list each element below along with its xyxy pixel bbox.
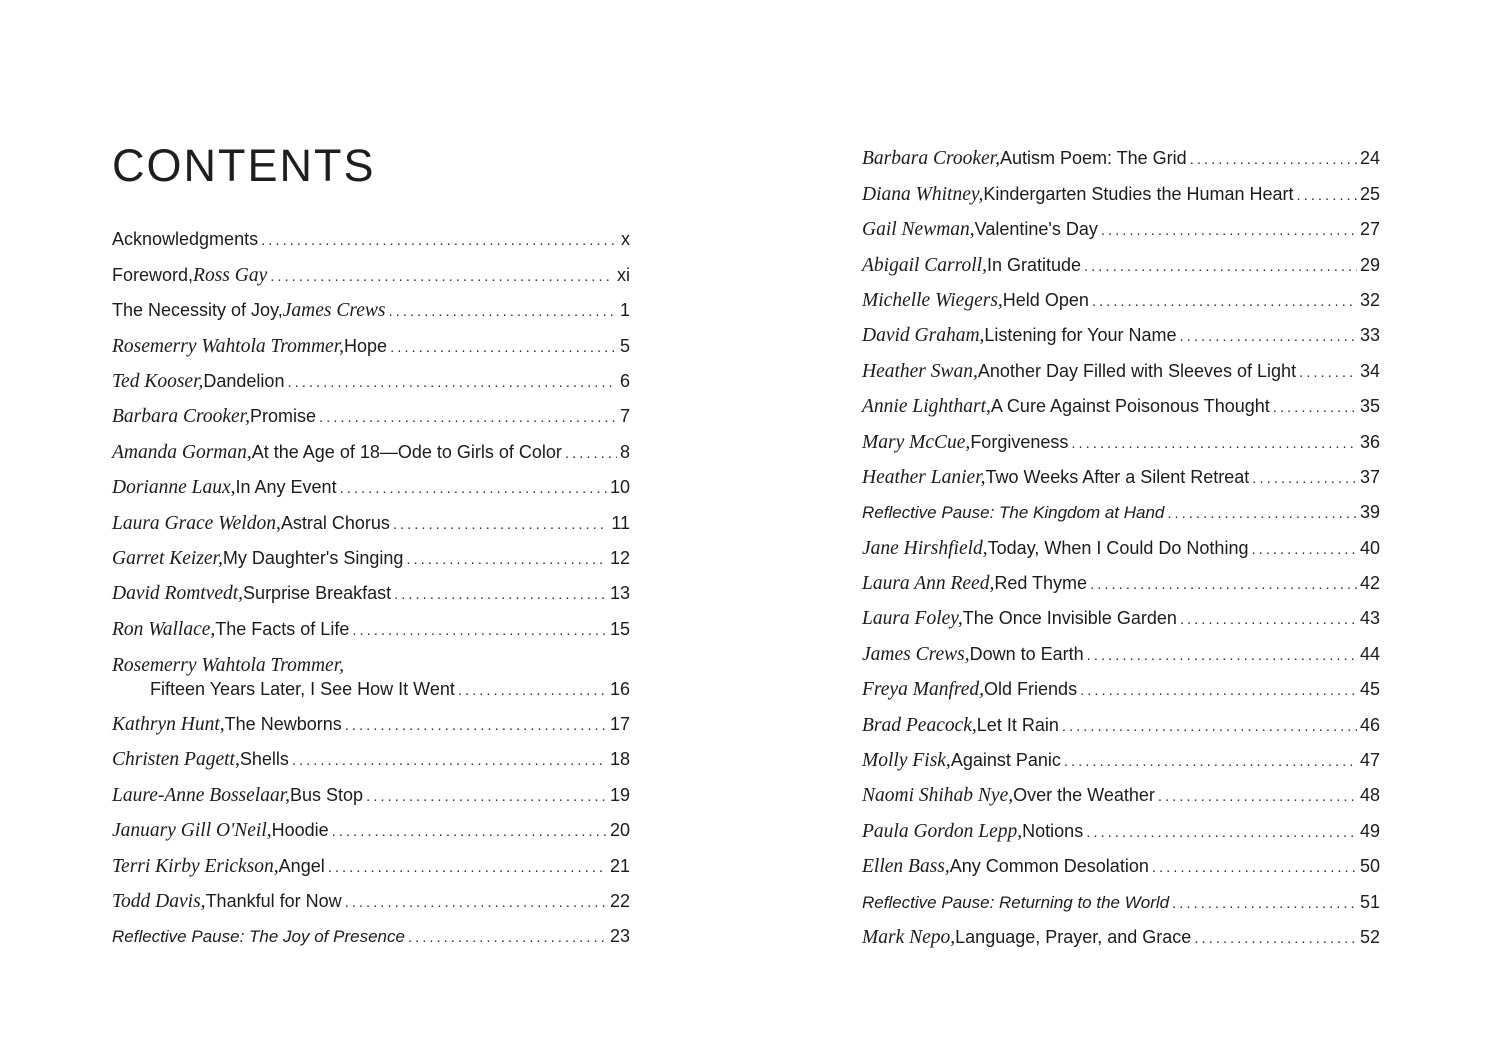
dot-leader bbox=[1251, 539, 1357, 561]
entry-author: Abigail Carroll, bbox=[862, 254, 987, 276]
toc-entry[interactable] bbox=[112, 577, 630, 612]
page-number: 10 bbox=[609, 477, 630, 498]
dot-leader bbox=[1071, 433, 1357, 455]
entry-prefix: The Necessity of Joy, bbox=[112, 300, 283, 321]
entry-title: Against Panic bbox=[950, 750, 1061, 771]
toc-entry[interactable] bbox=[112, 471, 630, 506]
entry-title: Old Friends bbox=[984, 679, 1078, 700]
toc-entry[interactable] bbox=[112, 612, 630, 647]
dot-leader bbox=[1299, 362, 1357, 384]
dot-leader bbox=[319, 407, 617, 429]
page-number: 51 bbox=[1359, 891, 1380, 912]
page-number: 21 bbox=[609, 855, 630, 876]
toc-entry[interactable] bbox=[862, 248, 1380, 283]
entry-title: Kindergarten Studies the Human Heart bbox=[983, 183, 1294, 204]
entry-author: Garret Keizer, bbox=[112, 547, 223, 569]
toc-entry[interactable] bbox=[862, 850, 1380, 885]
dot-leader bbox=[406, 549, 607, 571]
page-number: 52 bbox=[1359, 926, 1380, 947]
dot-leader bbox=[340, 478, 607, 500]
dot-leader bbox=[1101, 220, 1357, 242]
entry-title: Held Open bbox=[1002, 289, 1089, 310]
dot-leader bbox=[345, 892, 607, 914]
toc-entry[interactable] bbox=[862, 779, 1380, 814]
entry-author: Amanda Gorman, bbox=[112, 441, 252, 463]
entry-title: Let It Rain bbox=[976, 714, 1059, 735]
entry-title: The Facts of Life bbox=[215, 618, 350, 639]
page-number: 22 bbox=[609, 891, 630, 912]
dot-leader bbox=[1158, 786, 1357, 808]
dot-leader bbox=[1152, 857, 1357, 879]
toc-entry[interactable] bbox=[112, 258, 630, 293]
entry-author: Jane Hirshfield, bbox=[862, 537, 988, 559]
toc-entry[interactable] bbox=[112, 849, 630, 884]
dot-leader bbox=[1167, 503, 1357, 525]
entry-author: January Gill O'Neil, bbox=[112, 820, 272, 842]
page-number: 15 bbox=[609, 618, 630, 639]
dot-leader bbox=[328, 857, 607, 879]
entry-author: Laura Foley, bbox=[862, 608, 963, 630]
toc-entry[interactable] bbox=[112, 329, 630, 364]
entry-title: Today, When I Could Do Nothing bbox=[987, 537, 1249, 558]
page-number: 33 bbox=[1359, 325, 1380, 346]
toc-entry[interactable] bbox=[862, 142, 1380, 177]
dot-leader bbox=[388, 301, 617, 323]
entry-author: Mary McCue, bbox=[862, 431, 971, 453]
toc-entry[interactable] bbox=[112, 294, 630, 329]
page-number: 11 bbox=[611, 512, 630, 533]
page-number: x bbox=[621, 229, 630, 250]
toc-entry[interactable] bbox=[862, 496, 1380, 531]
entry-author: David Graham, bbox=[862, 325, 985, 347]
page-number: 17 bbox=[609, 714, 630, 735]
entry-author: Paula Gordon Lepp, bbox=[862, 820, 1023, 842]
page-number: 23 bbox=[609, 926, 630, 947]
dot-leader bbox=[1194, 928, 1357, 950]
entry-title: Shells bbox=[239, 749, 289, 770]
entry-author: Heather Lanier, bbox=[862, 466, 986, 488]
entry-author: Ellen Bass, bbox=[862, 856, 950, 878]
entry-author: Laure-Anne Bosselaar, bbox=[112, 784, 291, 806]
dot-leader bbox=[345, 715, 607, 737]
page-number: 34 bbox=[1359, 360, 1380, 381]
page-number: 5 bbox=[619, 335, 630, 356]
page-number: 20 bbox=[609, 820, 630, 841]
dot-leader bbox=[565, 443, 617, 465]
dot-leader bbox=[1252, 468, 1357, 490]
entry-author: Freya Manfred, bbox=[862, 679, 985, 701]
toc-entry[interactable] bbox=[112, 920, 630, 955]
entry-author: Ted Kooser, bbox=[112, 370, 204, 392]
toc-entry[interactable] bbox=[112, 885, 630, 920]
dot-leader bbox=[1190, 149, 1357, 171]
entry-author: Laura Grace Weldon, bbox=[112, 512, 281, 534]
entry-title: Fifteen Years Later, I See How It Went bbox=[150, 678, 455, 699]
dot-leader bbox=[366, 786, 607, 808]
entry-title: Language, Prayer, and Grace bbox=[955, 926, 1192, 947]
page-number: 47 bbox=[1359, 750, 1380, 771]
toc-entry[interactable] bbox=[862, 531, 1380, 566]
page-number: 45 bbox=[1359, 679, 1380, 700]
page-number: xi bbox=[617, 264, 630, 285]
entry-title: Another Day Filled with Sleeves of Light bbox=[977, 360, 1297, 381]
entry-author: Kathryn Hunt, bbox=[112, 714, 225, 736]
entry-author: Ross Gay bbox=[193, 264, 268, 286]
entry-title: Dandelion bbox=[203, 370, 285, 391]
entry-author: Rosemerry Wahtola Trommer, bbox=[112, 654, 345, 676]
entry-title: Surprise Breakfast bbox=[243, 583, 392, 604]
dot-leader bbox=[1180, 326, 1357, 348]
toc-entry[interactable] bbox=[862, 354, 1380, 389]
toc-entry[interactable] bbox=[112, 648, 630, 708]
page-number: 7 bbox=[619, 406, 630, 427]
toc-entry[interactable] bbox=[112, 814, 630, 849]
page-number: 50 bbox=[1359, 856, 1380, 877]
entry-author: Michelle Wiegers, bbox=[862, 289, 1003, 311]
entry-title: A Cure Against Poisonous Thought bbox=[990, 396, 1270, 417]
entry-title: Promise bbox=[249, 406, 316, 427]
contents-heading: CONTENTS bbox=[112, 140, 376, 191]
entry-author: Dorianne Laux, bbox=[112, 477, 236, 499]
toc-entry[interactable] bbox=[862, 177, 1380, 212]
entry-title: My Daughter's Singing bbox=[222, 547, 404, 568]
toc-entry[interactable] bbox=[862, 461, 1380, 496]
entry-author: Heather Swan, bbox=[862, 360, 978, 382]
entry-title: Any Common Desolation bbox=[949, 856, 1149, 877]
entry-title: Autism Poem: The Grid bbox=[999, 148, 1187, 169]
toc-entry[interactable] bbox=[862, 744, 1380, 779]
entry-title: Hope bbox=[344, 335, 388, 356]
dot-leader bbox=[1273, 397, 1357, 419]
entry-title: Notions bbox=[1022, 820, 1084, 841]
toc-entry[interactable] bbox=[862, 425, 1380, 460]
page-number: 1 bbox=[619, 300, 630, 321]
entry-title: Bus Stop bbox=[290, 784, 364, 805]
toc-entry[interactable] bbox=[112, 365, 630, 400]
page-number: 46 bbox=[1359, 714, 1380, 735]
section-title: Reflective Pause: The Joy of Presence bbox=[112, 927, 405, 947]
toc-list-left bbox=[112, 223, 630, 955]
dot-leader bbox=[408, 927, 607, 949]
toc-entry[interactable] bbox=[112, 435, 630, 470]
dot-leader bbox=[1064, 751, 1357, 773]
page-number: 36 bbox=[1359, 431, 1380, 452]
dot-leader bbox=[1172, 893, 1357, 915]
entry-title: Listening for Your Name bbox=[984, 325, 1177, 346]
toc-entry[interactable] bbox=[862, 885, 1380, 920]
entry-title: In Gratitude bbox=[986, 254, 1082, 275]
page-number: 27 bbox=[1359, 219, 1380, 240]
entry-title: Astral Chorus bbox=[280, 512, 390, 533]
entry-title: Forgiveness bbox=[970, 431, 1069, 452]
dot-leader bbox=[1092, 291, 1357, 313]
dot-leader bbox=[1062, 716, 1357, 738]
dot-leader bbox=[1084, 256, 1357, 278]
entry-title: In Any Event bbox=[235, 477, 337, 498]
page-number: 19 bbox=[609, 784, 630, 805]
toc-entry[interactable] bbox=[112, 506, 630, 541]
toc-entry[interactable] bbox=[112, 778, 630, 813]
dot-leader bbox=[1080, 680, 1357, 702]
page-number: 18 bbox=[609, 749, 630, 770]
entry-author: Mark Nepo, bbox=[862, 926, 956, 948]
toc-entry[interactable] bbox=[862, 637, 1380, 672]
dot-leader bbox=[394, 584, 607, 606]
entry-author: Terri Kirby Erickson, bbox=[112, 855, 279, 877]
entry-title: Angel bbox=[278, 855, 325, 876]
toc-entry[interactable] bbox=[112, 708, 630, 743]
toc-entry[interactable] bbox=[862, 284, 1380, 319]
toc-entry[interactable] bbox=[112, 223, 630, 258]
entry-author: Barbara Crooker, bbox=[862, 148, 1000, 170]
page-number: 42 bbox=[1359, 573, 1380, 594]
entry-title: At the Age of 18—Ode to Girls of Color bbox=[251, 441, 562, 462]
entry-author: Barbara Crooker, bbox=[112, 406, 250, 428]
toc-entry[interactable] bbox=[112, 400, 630, 435]
entry-author: Rosemerry Wahtola Trommer, bbox=[112, 335, 345, 357]
toc-entry[interactable] bbox=[862, 567, 1380, 602]
page-number: 37 bbox=[1359, 466, 1380, 487]
entry-title: Two Weeks After a Silent Retreat bbox=[985, 466, 1250, 487]
entry-title: Red Thyme bbox=[994, 573, 1088, 594]
entry-title: Thankful for Now bbox=[205, 891, 342, 912]
toc-list-right bbox=[862, 142, 1380, 956]
toc-entry[interactable] bbox=[862, 319, 1380, 354]
page-number: 39 bbox=[1359, 502, 1380, 523]
entry-author: Brad Peacock, bbox=[862, 714, 977, 736]
entry-author: David Romtvedt, bbox=[112, 583, 244, 605]
page-number: 43 bbox=[1359, 608, 1380, 629]
page-number: 24 bbox=[1359, 148, 1380, 169]
entry-author: James Crews bbox=[282, 300, 386, 322]
entry-prefix: Foreword, bbox=[112, 264, 194, 285]
entry-author: Diana Whitney, bbox=[862, 183, 984, 205]
entry-author: Ron Wallace, bbox=[112, 618, 216, 640]
page-number: 12 bbox=[609, 547, 630, 568]
toc-entry[interactable] bbox=[862, 213, 1380, 248]
dot-leader bbox=[270, 266, 614, 288]
page-number: 8 bbox=[619, 441, 630, 462]
page-number: 13 bbox=[609, 583, 630, 604]
dot-leader bbox=[332, 821, 607, 843]
entry-title: Down to Earth bbox=[969, 643, 1084, 664]
toc-entry[interactable] bbox=[112, 743, 630, 778]
dot-leader bbox=[287, 372, 617, 394]
entry-author: James Crews, bbox=[862, 643, 970, 665]
dot-leader bbox=[393, 514, 608, 536]
page-number: 6 bbox=[619, 370, 630, 391]
section-title: Reflective Pause: Returning to the World bbox=[862, 892, 1170, 912]
entry-title: The Newborns bbox=[224, 714, 342, 735]
entry-author: Annie Lighthart, bbox=[862, 396, 991, 418]
toc-entry[interactable] bbox=[862, 673, 1380, 708]
entry-author: Laura Ann Reed, bbox=[862, 573, 995, 595]
dot-leader bbox=[458, 680, 607, 702]
toc-entry[interactable] bbox=[862, 390, 1380, 425]
page-number: 49 bbox=[1359, 820, 1380, 841]
page-number: 35 bbox=[1359, 396, 1380, 417]
dot-leader bbox=[352, 620, 607, 642]
toc-entry[interactable] bbox=[862, 708, 1380, 743]
entry-author: Todd Davis, bbox=[112, 891, 206, 913]
page-number: 29 bbox=[1359, 254, 1380, 275]
dot-leader bbox=[390, 337, 617, 359]
entry-title: Hoodie bbox=[271, 820, 329, 841]
page-number: 25 bbox=[1359, 183, 1380, 204]
entry-author: Christen Pagett, bbox=[112, 749, 240, 771]
entry-title: The Once Invisible Garden bbox=[962, 608, 1177, 629]
toc-entry[interactable] bbox=[862, 921, 1380, 956]
entry-author: Gail Newman, bbox=[862, 219, 975, 241]
dot-leader bbox=[261, 230, 618, 252]
entry-title: Over the Weather bbox=[1013, 785, 1155, 806]
entry-title: Valentine's Day bbox=[974, 219, 1098, 240]
page-number: 48 bbox=[1359, 785, 1380, 806]
entry-author: Molly Fisk, bbox=[862, 750, 951, 772]
dot-leader bbox=[292, 750, 607, 772]
dot-leader bbox=[1297, 185, 1357, 207]
dot-leader bbox=[1087, 645, 1357, 667]
toc-entry[interactable] bbox=[862, 814, 1380, 849]
dot-leader bbox=[1090, 574, 1357, 596]
dot-leader bbox=[1180, 609, 1357, 631]
page-number: 40 bbox=[1359, 537, 1380, 558]
entry-author: Naomi Shihab Nye, bbox=[862, 785, 1014, 807]
page-number: 16 bbox=[609, 678, 630, 699]
page-number: 44 bbox=[1359, 643, 1380, 664]
dot-leader bbox=[1086, 822, 1357, 844]
toc-entry[interactable] bbox=[112, 542, 630, 577]
section-title: Reflective Pause: The Kingdom at Hand bbox=[862, 503, 1165, 523]
page-number: 32 bbox=[1359, 289, 1380, 310]
toc-entry[interactable] bbox=[862, 602, 1380, 637]
entry-title: Acknowledgments bbox=[112, 229, 259, 250]
